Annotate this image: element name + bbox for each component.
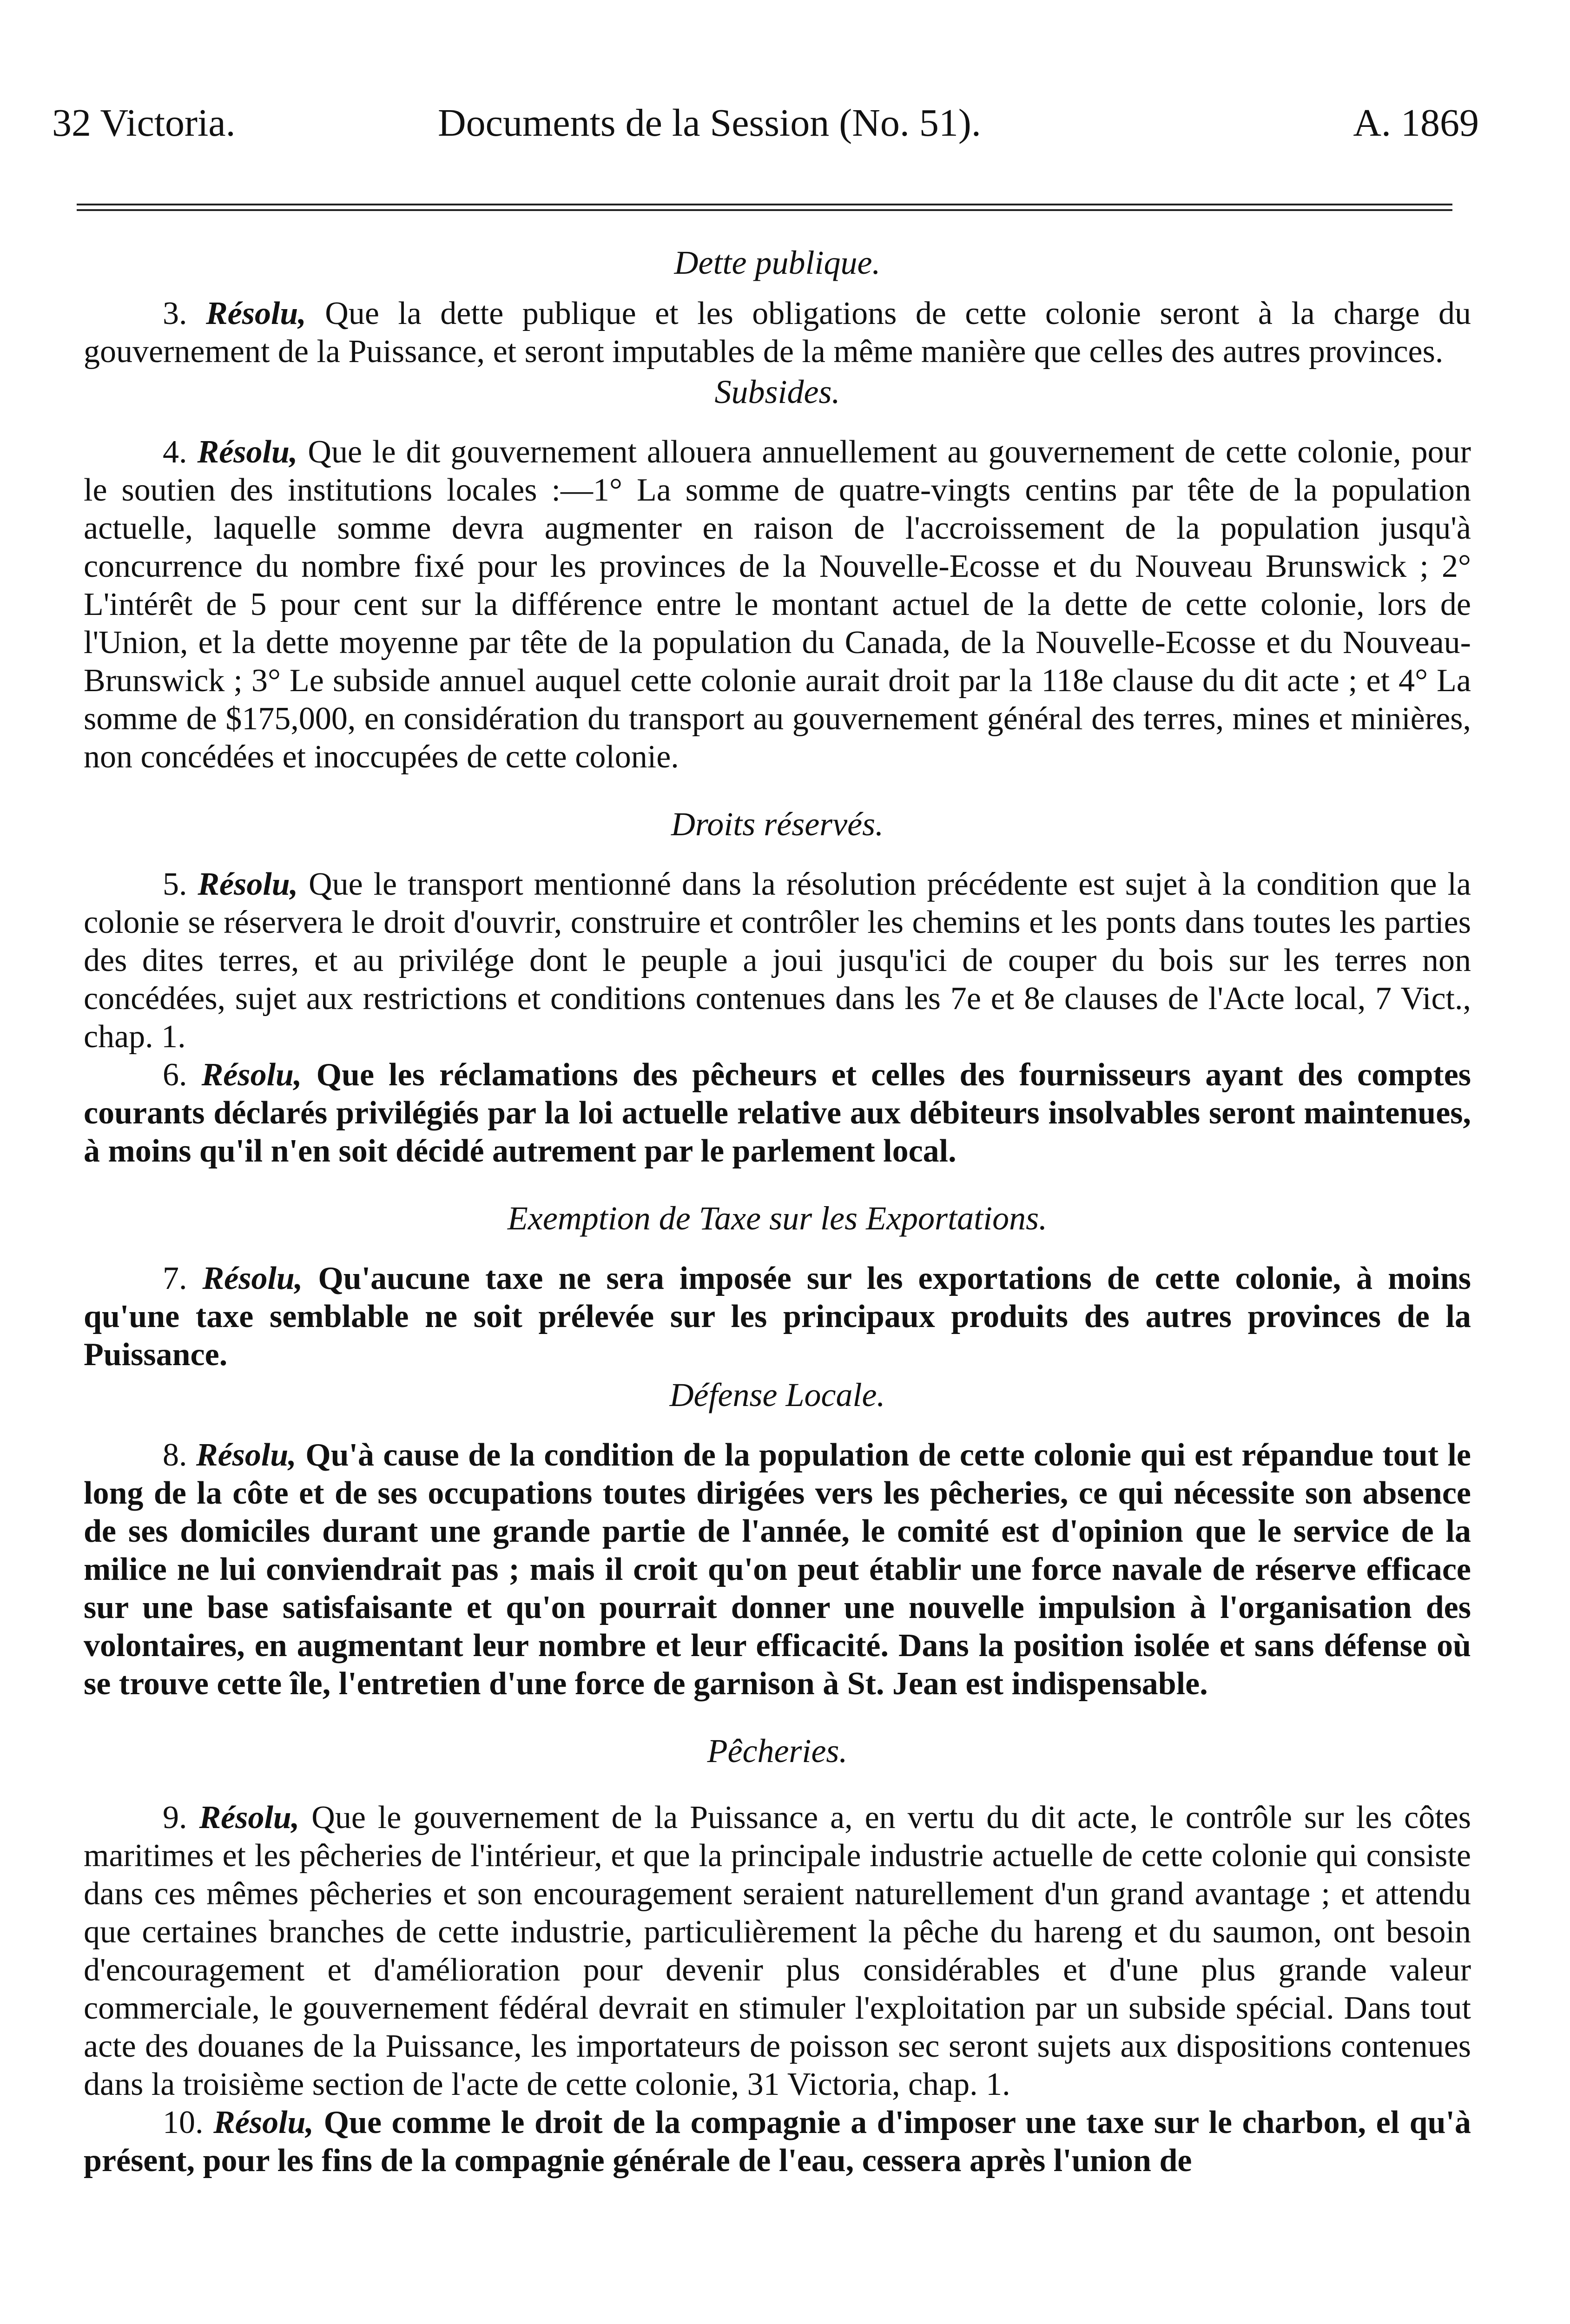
section-heading: Subsides.: [714, 373, 840, 410]
section-heading: Pêcheries.: [707, 1732, 848, 1769]
section-heading: Exemption de Taxe sur les Exportations.: [507, 1200, 1048, 1237]
resolution-text: Qu'aucune taxe ne sera imposée sur les exportations de cette colonie, à moins qu'une taxe semblable ne soit prélevée sur les principaux produits des autres provinces de la Puissance.: [84, 1261, 1471, 1373]
resolution-keyword: Résolu,: [213, 2105, 314, 2140]
resolution-keyword: Résolu,: [197, 434, 298, 470]
resolution-keyword: Résolu,: [199, 1800, 300, 1835]
resolution-paragraph: [84, 2104, 1471, 2180]
header-volume: 32 Victoria.: [52, 101, 236, 145]
resolution-number: 8.: [163, 1437, 187, 1473]
resolution-keyword: Résolu,: [201, 1057, 302, 1093]
resolution-number: 10.: [163, 2105, 204, 2140]
header-rule: [77, 204, 1452, 205]
header-year: A. 1869: [1353, 101, 1479, 145]
header-title: Documents de la Session (No. 51).: [438, 101, 981, 145]
resolution-number: 5.: [163, 866, 187, 902]
section-heading: Dette publique.: [674, 244, 881, 281]
resolution-text: Que les réclamations des pêcheurs et celles des fournisseurs ayant des comptes courants déclarés privilégiés par la loi actuelle relative aux débiteurs insolvables seront maintenues, à moins qu'il n'en soit décidé autrement par le parlement local.: [84, 1057, 1471, 1169]
resolution-paragraph: [84, 1260, 1471, 1374]
resolution-keyword: Résolu,: [198, 866, 298, 902]
resolution-text: Que le gouvernement de la Puissance a, en vertu du dit acte, le contrôle sur les côtes maritimes et les pêcheries de l'intérieur, et que la principale industrie actuelle de cette colonie qui consiste dans ces mêmes pêcheries et son encouragement seraient naturellement d'un grand avantage ; et attendu que certaines branches de cette industrie, particulièrement la pêche du hareng et du saumon, ont besoin d'encouragement et d'amélioration pour devenir plus considérables et d'une plus grande valeur commerciale, le gouvernement fédéral devrait en stimuler l'exploitation par un subside spécial. Dans tout acte des douanes de la Puissance, les importateurs de poisson sec seront sujets aux dispositions contenues dans la troisième section de l'acte de cette colonie, 31 Victoria, chap. 1.: [84, 1800, 1471, 2102]
resolution-number: 4.: [163, 434, 187, 470]
resolution-number: 6.: [163, 1057, 187, 1093]
resolution-text: Qu'à cause de la condition de la population de cette colonie qui est répandue tout le long de la côte et de ses occupations toutes dirigées vers les pêcheries, ce qui nécessite son absence de ses domiciles durant une grande partie de l'année, le comité est d'opinion que le service de la milice ne lui conviendrait pas ; mais il croit qu'on peut établir une force navale de réserve efficace sur une base satisfaisante et qu'on pourrait donner une nouvelle impulsion à l'organisation des volontaires, en augmentant leur nombre et leur efficacité. Dans la position isolée et sans défense où se trouve cette île, l'entretien d'une force de garnison à St. Jean est indispensable.: [84, 1437, 1471, 1702]
resolution-text: Que la dette publique et les obligations de cette colonie seront à la charge du gouvernement de la Puissance, et seront imputables de la même manière que celles des autres provinces.: [84, 296, 1471, 370]
header-rule-double: [77, 209, 1452, 211]
resolution-paragraph: [84, 1056, 1471, 1170]
resolution-keyword: Résolu,: [202, 1261, 303, 1296]
resolution-keyword: Résolu,: [196, 1437, 297, 1473]
resolution-paragraph: [84, 433, 1471, 776]
resolution-paragraph: [84, 865, 1471, 1056]
resolution-number: 7.: [163, 1261, 187, 1296]
resolution-text: Que comme le droit de la compagnie a d'imposer une taxe sur le charbon, el qu'à présent, pour les fins de la compagnie générale de l'eau, cessera après l'union de: [84, 2105, 1471, 2179]
running-header: [52, 95, 1479, 151]
resolution-text: Que le transport mentionné dans la résolution précédente est sujet à la condition que la colonie se réservera le droit d'ouvrir, construire et contrôler les chemins et les ponts dans toutes les parties des dites terres, et au privilége dont le peuple a joui jusqu'ici de couper du bois sur les terres non concédées, sujet aux restrictions et conditions contenues dans les 7e et 8e clauses de l'Acte local, 7 Vict., chap. 1.: [84, 866, 1471, 1055]
document-body: [84, 242, 1471, 2180]
section-heading: Droits réservés.: [671, 805, 884, 843]
resolution-paragraph: [84, 1799, 1471, 2104]
resolution-paragraph: [84, 295, 1471, 371]
section-heading: Défense Locale.: [669, 1376, 885, 1413]
resolution-text: Que le dit gouvernement allouera annuellement au gouvernement de cette colonie, pour le soutien des institutions locales :—1° La somme de quatre-vingts centins par tête de la population actuelle, laquelle somme devra augmenter en raison de l'accroissement de la population jusqu'à concurrence du nombre fixé pour les provinces de la Nouvelle-Ecosse et du Nouveau Brunswick ; 2° L'intérêt de 5 pour cent sur la différence entre le montant actuel de la dette de cette colonie, lors de l'Union, et la dette moyenne par tête de la population du Canada, de la Nouvelle-Ecosse et du Nouveau-Brunswick ; 3° Le subside annuel auquel cette colonie aurait droit par la 118e clause du dit acte ; et 4° La somme de $175,000, en considération du transport au gouvernement général des terres, mines et minières, non concédées et inoccupées de cette colonie.: [84, 434, 1471, 775]
resolution-paragraph: [84, 1436, 1471, 1703]
resolution-number: 3.: [163, 296, 187, 331]
resolution-keyword: Résolu,: [205, 296, 306, 331]
resolution-number: 9.: [163, 1800, 187, 1835]
